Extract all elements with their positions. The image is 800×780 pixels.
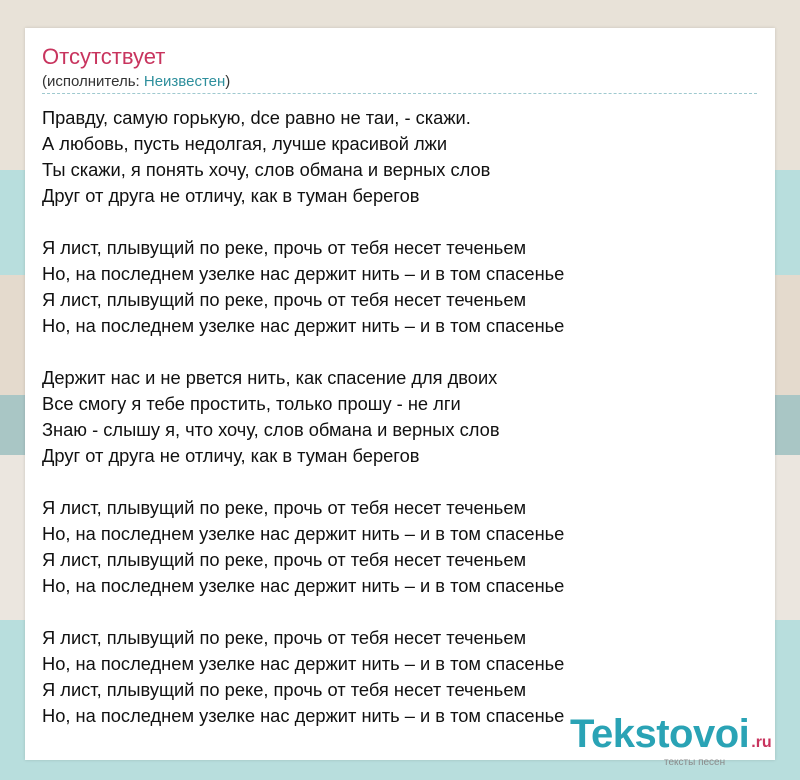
lyric-line: Но, на последнем узелке нас держит нить – и в том спасенье bbox=[42, 263, 565, 284]
artist-suffix: ) bbox=[225, 73, 231, 90]
logo-tagline: тексты песен bbox=[664, 757, 726, 768]
lyrics-body bbox=[42, 105, 564, 755]
artist-line bbox=[42, 73, 230, 90]
song-title: Отсутствует bbox=[42, 44, 166, 69]
logo-text: Tekstovoi bbox=[570, 712, 750, 756]
lyrics-card bbox=[25, 28, 775, 760]
lyric-line: Но, на последнем узелке нас держит нить – и в том спасенье bbox=[42, 575, 565, 596]
lyric-line: Но, на последнем узелке нас держит нить – и в том спасенье bbox=[42, 653, 565, 674]
artist-prefix: (исполнитель: bbox=[42, 73, 144, 90]
lyric-line: А любовь, пусть недолгая, лучше красивой лжи bbox=[42, 133, 448, 154]
stanza bbox=[42, 495, 564, 599]
lyric-line: Но, на последнем узелке нас держит нить – и в том спасенье bbox=[42, 315, 565, 336]
stanza bbox=[42, 105, 564, 209]
stanza bbox=[42, 235, 564, 339]
title-divider bbox=[42, 93, 757, 94]
lyric-line: Знаю - слышу я, что хочу, слов обмана и верных слов bbox=[42, 419, 500, 440]
lyric-line: Я лист, плывущий по реке, прочь от тебя несет теченьем bbox=[42, 289, 527, 310]
lyric-line: Я лист, плывущий по реке, прочь от тебя несет теченьем bbox=[42, 237, 527, 258]
lyric-line: Все смогу я тебе простить, только прошу - не лги bbox=[42, 393, 461, 414]
lyric-line: Ты скажи, я понять хочу, слов обмана и верных слов bbox=[42, 159, 491, 180]
lyric-line: Я лист, плывущий по реке, прочь от тебя несет теченьем bbox=[42, 627, 527, 648]
lyric-line: Я лист, плывущий по реке, прочь от тебя несет теченьем bbox=[42, 549, 527, 570]
lyric-line: Друг от друга не отличу, как в туман берегов bbox=[42, 445, 420, 466]
artist-link[interactable]: Неизвестен bbox=[143, 73, 226, 90]
stanza bbox=[42, 365, 564, 469]
logo-tld: .ru bbox=[751, 734, 772, 751]
site-logo[interactable] bbox=[570, 712, 772, 768]
lyric-line: Я лист, плывущий по реке, прочь от тебя несет теченьем bbox=[42, 497, 527, 518]
lyric-line: Но, на последнем узелке нас держит нить – и в том спасенье bbox=[42, 705, 565, 726]
lyric-line: Но, на последнем узелке нас держит нить – и в том спасенье bbox=[42, 523, 565, 544]
stanza bbox=[42, 625, 564, 729]
lyric-line: Я лист, плывущий по реке, прочь от тебя несет теченьем bbox=[42, 679, 527, 700]
lyric-line: Друг от друга не отличу, как в туман берегов bbox=[42, 185, 420, 206]
lyric-line: Держит нас и не рвется нить, как спасение для двоих bbox=[42, 367, 498, 388]
lyric-line: Правду, самую горькую, dce равно не таи, - скажи. bbox=[42, 107, 471, 128]
